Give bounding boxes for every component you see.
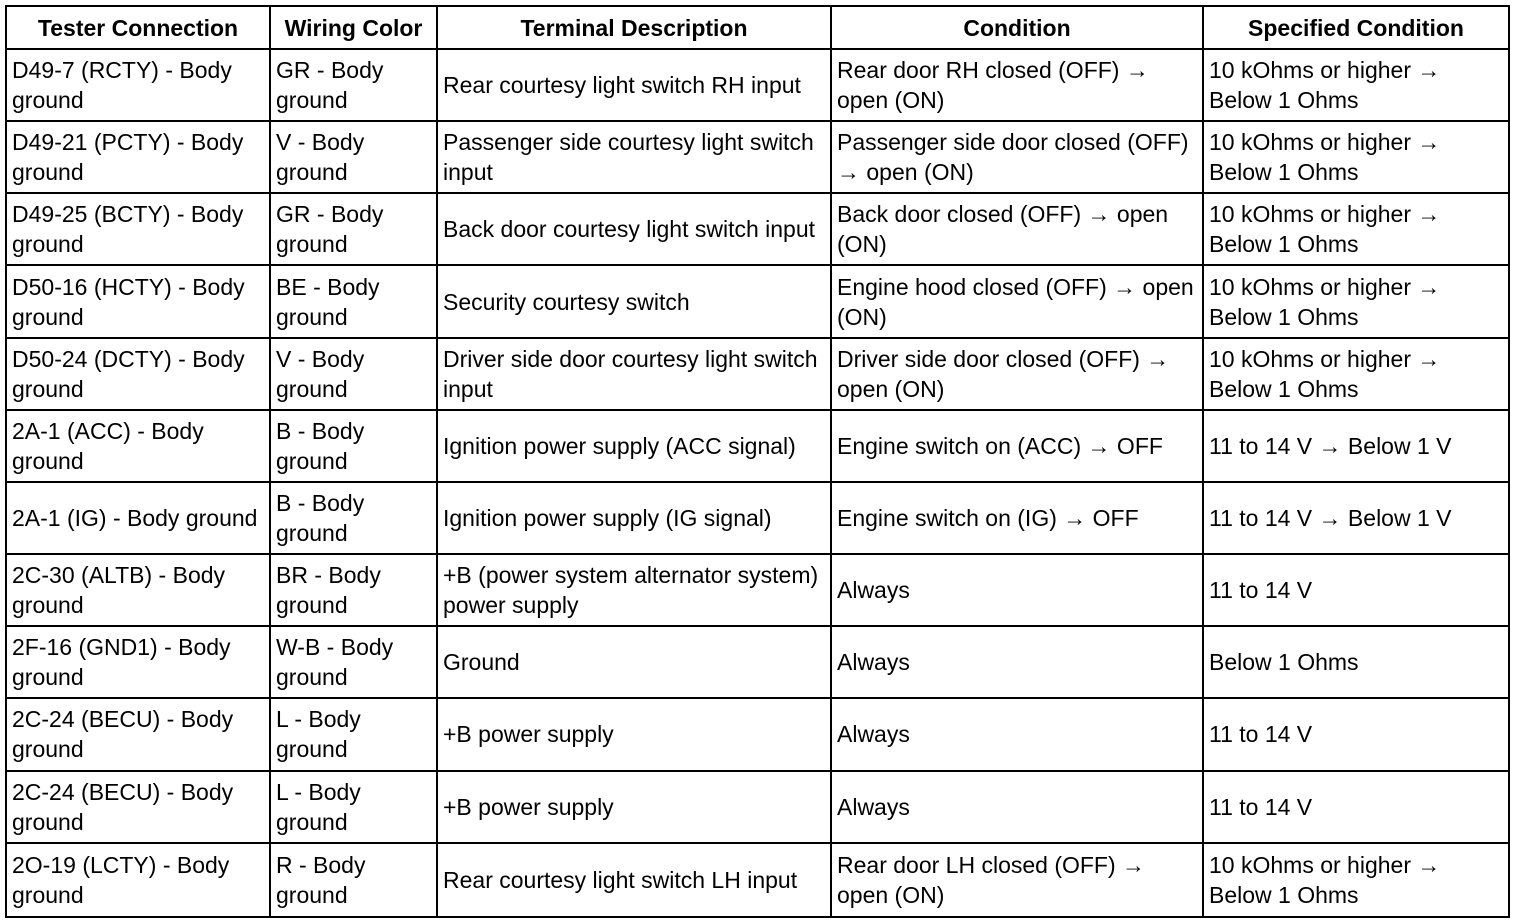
table-row (6, 193, 1509, 265)
cell-tester-connection: 2C-30 (ALTB) - Body ground (6, 554, 270, 626)
cell-wiring-color: GR - Body ground (270, 193, 437, 265)
table-row (6, 410, 1509, 482)
header-wiring-color: Wiring Color (270, 6, 437, 49)
table-row (6, 121, 1509, 193)
table-row (6, 843, 1509, 917)
cell-terminal-description: +B power supply (437, 698, 831, 770)
cell-condition: Driver side door closed (OFF) → open (ON) (831, 338, 1203, 410)
header-specified-condition: Specified Condition (1203, 6, 1509, 49)
cell-tester-connection: D50-24 (DCTY) - Body ground (6, 338, 270, 410)
spec-table (5, 5, 1510, 918)
cell-tester-connection: D49-25 (BCTY) - Body ground (6, 193, 270, 265)
cell-terminal-description: Ground (437, 626, 831, 698)
table-row (6, 554, 1509, 626)
header-row (6, 6, 1509, 49)
cell-terminal-description: Rear courtesy light switch RH input (437, 49, 831, 121)
cell-condition: Engine switch on (ACC) → OFF (831, 410, 1203, 482)
cell-condition: Engine switch on (IG) → OFF (831, 482, 1203, 554)
table-row (6, 338, 1509, 410)
header-terminal-description: Terminal Description (437, 6, 831, 49)
cell-specified-condition: 11 to 14 V → Below 1 V (1203, 410, 1509, 482)
cell-condition: Always (831, 626, 1203, 698)
cell-condition: Always (831, 771, 1203, 843)
table-row (6, 626, 1509, 698)
cell-tester-connection: 2F-16 (GND1) - Body ground (6, 626, 270, 698)
cell-terminal-description: +B (power system alternator system) power supply (437, 554, 831, 626)
cell-tester-connection: 2O-19 (LCTY) - Body ground (6, 843, 270, 917)
cell-specified-condition: 11 to 14 V (1203, 771, 1509, 843)
cell-condition: Always (831, 698, 1203, 770)
cell-terminal-description: Ignition power supply (ACC signal) (437, 410, 831, 482)
cell-specified-condition: 10 kOhms or higher → Below 1 Ohms (1203, 121, 1509, 193)
cell-specified-condition: 10 kOhms or higher → Below 1 Ohms (1203, 338, 1509, 410)
cell-specified-condition: 10 kOhms or higher → Below 1 Ohms (1203, 49, 1509, 121)
cell-tester-connection: D49-21 (PCTY) - Body ground (6, 121, 270, 193)
cell-wiring-color: GR - Body ground (270, 49, 437, 121)
cell-terminal-description: Back door courtesy light switch input (437, 193, 831, 265)
cell-tester-connection: 2A-1 (IG) - Body ground (6, 482, 270, 554)
table-header (6, 6, 1509, 49)
cell-wiring-color: R - Body ground (270, 843, 437, 917)
cell-terminal-description: Passenger side courtesy light switch input (437, 121, 831, 193)
table-row (6, 482, 1509, 554)
cell-specified-condition: 10 kOhms or higher → Below 1 Ohms (1203, 265, 1509, 337)
table-row (6, 265, 1509, 337)
table-row (6, 698, 1509, 770)
cell-terminal-description: Ignition power supply (IG signal) (437, 482, 831, 554)
cell-condition: Rear door LH closed (OFF) → open (ON) (831, 843, 1203, 917)
cell-terminal-description: Driver side door courtesy light switch input (437, 338, 831, 410)
cell-condition: Always (831, 554, 1203, 626)
cell-wiring-color: V - Body ground (270, 338, 437, 410)
cell-condition: Back door closed (OFF) → open (ON) (831, 193, 1203, 265)
cell-wiring-color: V - Body ground (270, 121, 437, 193)
cell-wiring-color: L - Body ground (270, 698, 437, 770)
cell-wiring-color: W-B - Body ground (270, 626, 437, 698)
cell-wiring-color: BE - Body ground (270, 265, 437, 337)
cell-condition: Rear door RH closed (OFF) → open (ON) (831, 49, 1203, 121)
cell-wiring-color: L - Body ground (270, 771, 437, 843)
cell-specified-condition: 10 kOhms or higher → Below 1 Ohms (1203, 843, 1509, 917)
cell-tester-connection: 2C-24 (BECU) - Body ground (6, 771, 270, 843)
header-condition: Condition (831, 6, 1203, 49)
cell-specified-condition: 11 to 14 V → Below 1 V (1203, 482, 1509, 554)
cell-tester-connection: 2C-24 (BECU) - Body ground (6, 698, 270, 770)
cell-wiring-color: BR - Body ground (270, 554, 437, 626)
cell-terminal-description: Security courtesy switch (437, 265, 831, 337)
cell-condition: Passenger side door closed (OFF) → open (ON) (831, 121, 1203, 193)
header-tester-connection: Tester Connection (6, 6, 270, 49)
table-row (6, 771, 1509, 843)
cell-tester-connection: D49-7 (RCTY) - Body ground (6, 49, 270, 121)
cell-wiring-color: B - Body ground (270, 410, 437, 482)
cell-terminal-description: Rear courtesy light switch LH input (437, 843, 831, 917)
cell-terminal-description: +B power supply (437, 771, 831, 843)
cell-wiring-color: B - Body ground (270, 482, 437, 554)
cell-tester-connection: D50-16 (HCTY) - Body ground (6, 265, 270, 337)
table-row (6, 49, 1509, 121)
cell-specified-condition: 10 kOhms or higher → Below 1 Ohms (1203, 193, 1509, 265)
cell-condition: Engine hood closed (OFF) → open (ON) (831, 265, 1203, 337)
cell-tester-connection: 2A-1 (ACC) - Body ground (6, 410, 270, 482)
cell-specified-condition: 11 to 14 V (1203, 554, 1509, 626)
cell-specified-condition: 11 to 14 V (1203, 698, 1509, 770)
cell-specified-condition: Below 1 Ohms (1203, 626, 1509, 698)
table-body (6, 49, 1509, 917)
